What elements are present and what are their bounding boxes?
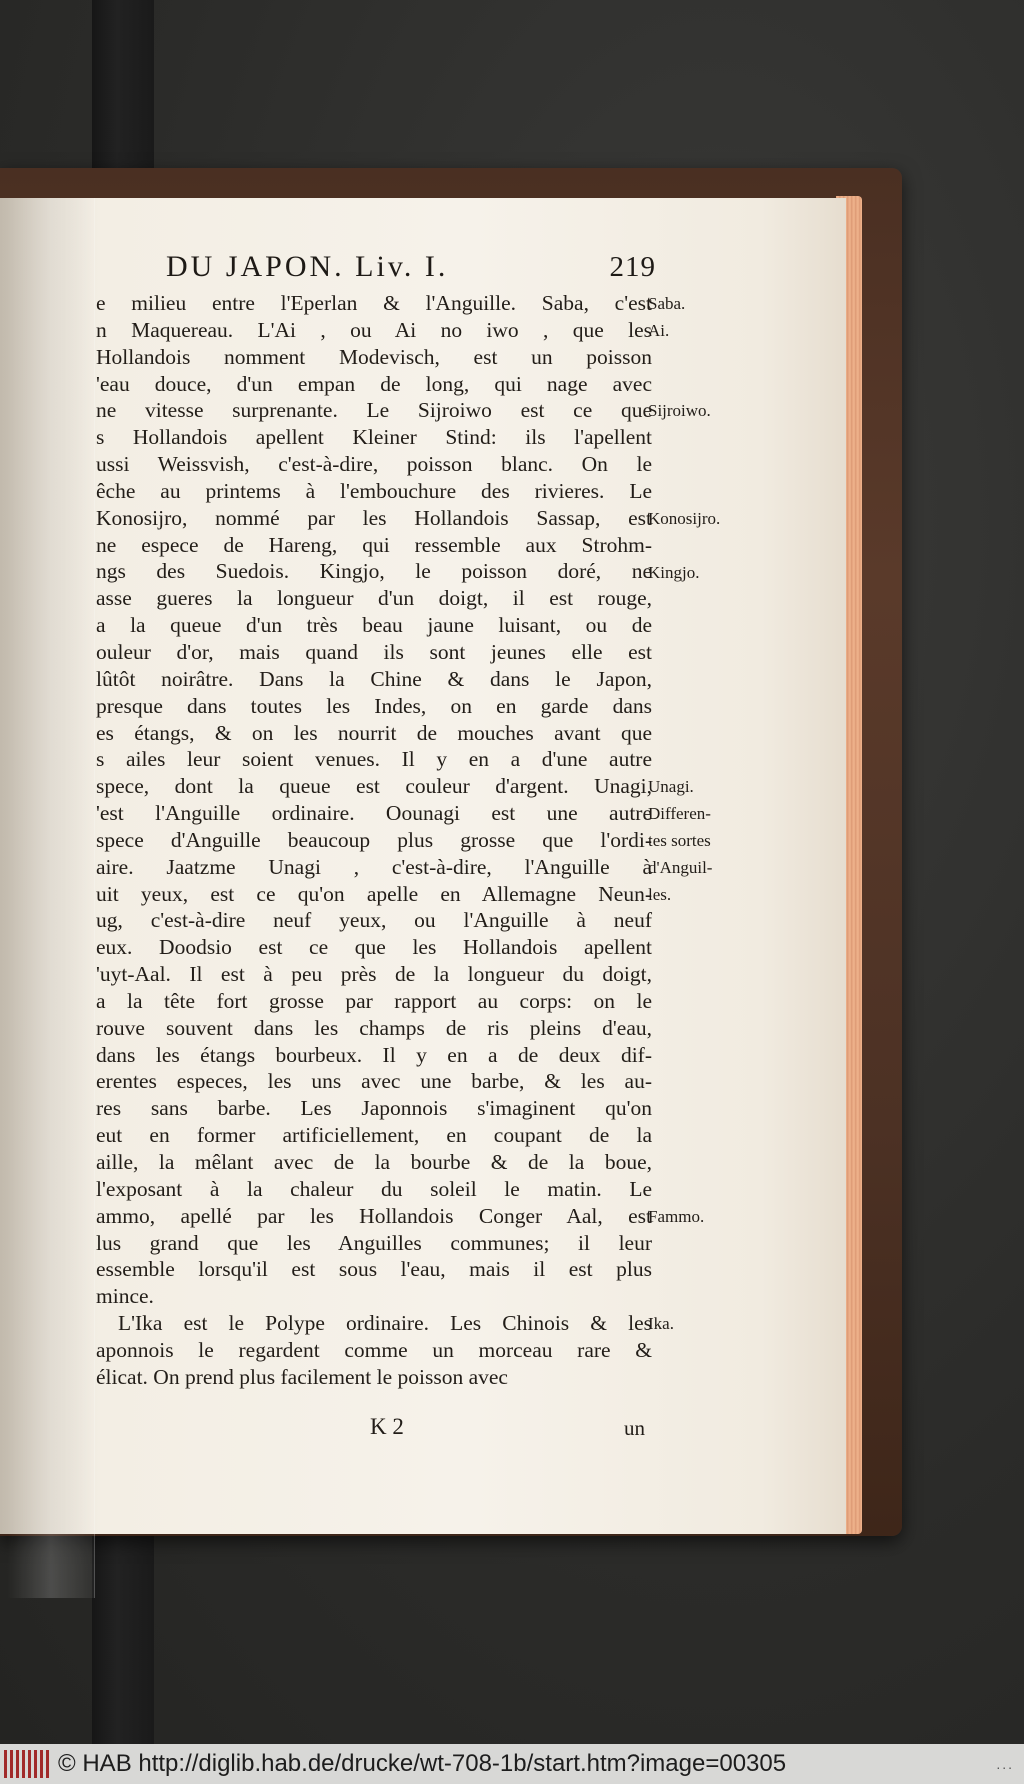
hab-logo-icon	[4, 1750, 50, 1778]
text-line: ne espece de Hareng, qui ressemble aux Strohm-	[96, 532, 652, 557]
running-head-title: DU JAPON. Liv. I.	[166, 250, 449, 283]
margin-note: d'Anguil-	[648, 857, 713, 877]
text-line: 'eau douce, d'un empan de long, qui nage avec	[96, 371, 652, 396]
plastic-tab	[8, 198, 95, 1598]
text-line: n Maquereau. L'Ai , ou Ai no iwo , que les	[96, 317, 652, 342]
text-line: erentes especes, les uns avec une barbe, & les au-	[96, 1069, 652, 1094]
page-number: 219	[609, 251, 656, 283]
margin-note: Ika.	[648, 1314, 674, 1334]
text-line: Hollandois nomment Modevisch, est un poisson	[96, 344, 652, 369]
footer-credit[interactable]: © HAB http://diglib.hab.de/drucke/wt-708-1b/start.htm?image=00305	[58, 1750, 787, 1777]
signature-mark: K 2	[370, 1414, 404, 1439]
text-line: 'est l'Anguille ordinaire. Oounagi est une autre	[96, 801, 652, 826]
margin-note: les.	[648, 884, 672, 904]
footer-menu-dots[interactable]: ...	[996, 1756, 1014, 1772]
text-line: spece, dont la queue est couleur d'argent. Unagi,	[96, 774, 652, 799]
text-line: élicat. On prend plus facilement le poisson avec	[96, 1364, 508, 1389]
text-line: ouleur d'or, mais quand ils sont jeunes elle est	[96, 639, 652, 664]
text-line: eut en former artificiellement, en coupant de la	[96, 1123, 652, 1148]
text-line: aille, la mêlant avec de la bourbe & de la boue,	[96, 1150, 652, 1174]
margin-note: Kingjo.	[648, 562, 700, 582]
margin-note: Ai.	[648, 320, 670, 340]
text-line: res sans barbe. Les Japonnois s'imaginent qu'on	[96, 1096, 652, 1121]
text-line: a la tête fort grosse par rapport au corps: on le	[96, 988, 652, 1013]
text-line: rouve souvent dans les champs de ris pleins d'eau,	[96, 1015, 652, 1040]
text-line: spece d'Anguille beaucoup plus grosse que l'ordi-	[96, 827, 652, 852]
text-line: uit yeux, est ce qu'on apelle en Allemagne Neun-	[96, 881, 652, 906]
text-line: ne vitesse surprenante. Le Sijroiwo est ce que	[96, 398, 652, 423]
body-text	[96, 290, 652, 1391]
margin-note: Saba.	[648, 294, 686, 313]
text-line: ngs des Suedois. Kingjo, le poisson doré, ne	[96, 559, 652, 584]
text-line: ug, c'est-à-dire neuf yeux, ou l'Anguille à neuf	[96, 908, 652, 933]
text-line: ammo, apellé par les Hollandois Conger Aal, est	[96, 1203, 652, 1228]
text-line: e milieu entre l'Eperlan & l'Anguille. Saba, c'est	[96, 291, 652, 315]
text-line: s ailes leur soient venues. Il y en a d'une autre	[96, 747, 652, 772]
text-line: essemble lorsqu'il est sous l'eau, mais il est plus	[96, 1257, 652, 1282]
text-line: l'exposant à la chaleur du soleil le matin. Le	[96, 1176, 652, 1201]
margin-note: tes sortes	[648, 831, 711, 850]
running-head	[166, 250, 656, 284]
catchword: un	[624, 1416, 645, 1440]
text-line: aponnois le regardent comme un morceau rare &	[96, 1337, 652, 1362]
margin-note: Fammo.	[648, 1206, 705, 1226]
text-line: asse gueres la longueur d'un doigt, il est rouge,	[96, 586, 652, 611]
text-line: L'Ika est le Polype ordinaire. Les Chinois & les	[118, 1311, 652, 1336]
text-line: presque dans toutes les Indes, on en garde dans	[96, 693, 652, 718]
margin-note: Differen-	[648, 804, 711, 824]
text-line: s Hollandois apellent Kleiner Stind: ils l'apellent	[96, 425, 652, 450]
text-line: lûtôt noirâtre. Dans la Chine & dans le Japon,	[96, 666, 652, 691]
text-line: lus grand que les Anguilles communes; il leur	[96, 1230, 652, 1255]
margin-note: Unagi.	[648, 777, 694, 797]
text-line: a la queue d'un très beau jaune luisant, ou de	[96, 613, 652, 638]
text-line: mince.	[96, 1284, 154, 1309]
text-line: dans les étangs bourbeux. Il y en a de deux dif-	[96, 1042, 652, 1067]
text-line: Konosijro, nommé par les Hollandois Sassap, est	[96, 505, 652, 530]
margin-note: Sijroiwo.	[648, 401, 711, 421]
text-line: aire. Jaatzme Unagi , c'est-à-dire, l'Anguille à	[96, 854, 652, 879]
text-line: es étangs, & on les nourrit de mouches avant que	[96, 720, 652, 745]
text-line: êche au printems à l'embouchure des rivieres. Le	[96, 478, 652, 503]
margin-note: Konosijro.	[648, 508, 721, 528]
footer-bar	[0, 1744, 1024, 1784]
text-line: eux. Doodsio est ce que les Hollandois apellent	[96, 935, 652, 960]
text-line: 'uyt-Aal. Il est à peu près de la longueur du doigt,	[96, 962, 652, 987]
text-line: ussi Weissvish, c'est-à-dire, poisson blanc. On le	[96, 452, 652, 477]
